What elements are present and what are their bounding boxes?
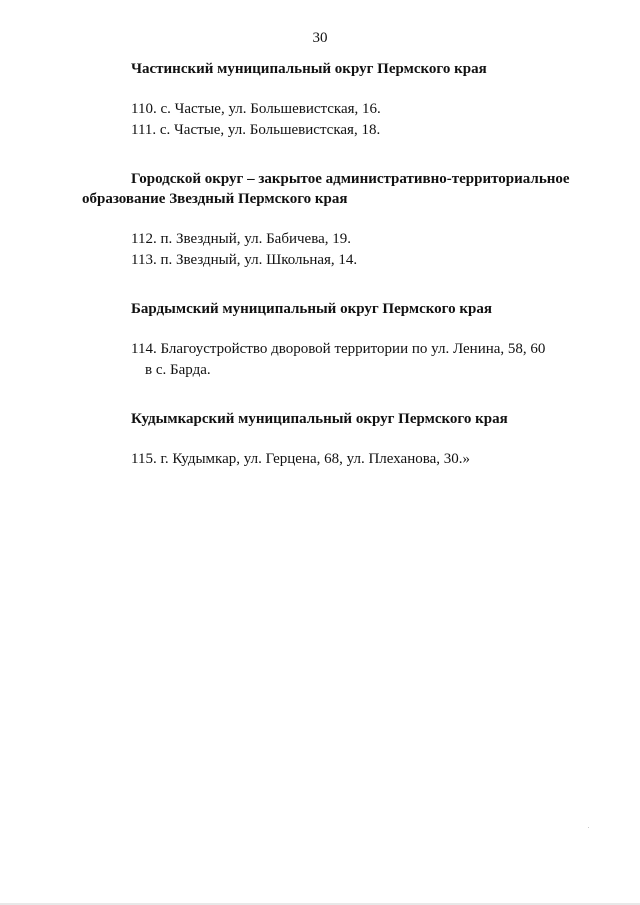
section-heading: Городской округ – закрытое административно-территориальное образование Звездный Пермского края [82,171,570,207]
list-item [82,99,607,120]
section-kudymkarsky [82,409,607,470]
section-bardymsky [82,299,607,381]
section-heading: Бардымский муниципальный округ Пермского края [131,301,492,317]
list-item [82,250,607,271]
scan-artifact [588,827,589,828]
list-item-text: 114. Благоустройство дворовой территории по ул. Ленина, 58, 60 [131,341,546,357]
document-body [82,59,607,498]
list-item-text: 115. г. Кудымкар, ул. Герцена, 68, ул. Плеханова, 30.» [131,451,471,467]
list-item [82,339,607,381]
list-item-text: 113. п. Звездный, ул. Школьная, 14. [131,252,358,268]
list-item-text: 112. п. Звездный, ул. Бабичева, 19. [131,231,351,247]
section-chastinsky [82,59,607,141]
list-item-continuation: в с. Барда. [145,362,211,378]
section-heading: Частинский муниципальный округ Пермского края [131,61,487,77]
list-item [82,120,607,141]
section-zvezdny [82,169,607,271]
list-item-text: 111. с. Частые, ул. Большевистская, 18. [131,122,381,138]
list-item-text: 110. с. Частые, ул. Большевистская, 16. [131,101,381,117]
page-number: 30 [312,30,328,46]
list-item [82,229,607,250]
section-heading: Кудымкарский муниципальный округ Пермского края [131,411,508,427]
list-item [82,449,607,470]
